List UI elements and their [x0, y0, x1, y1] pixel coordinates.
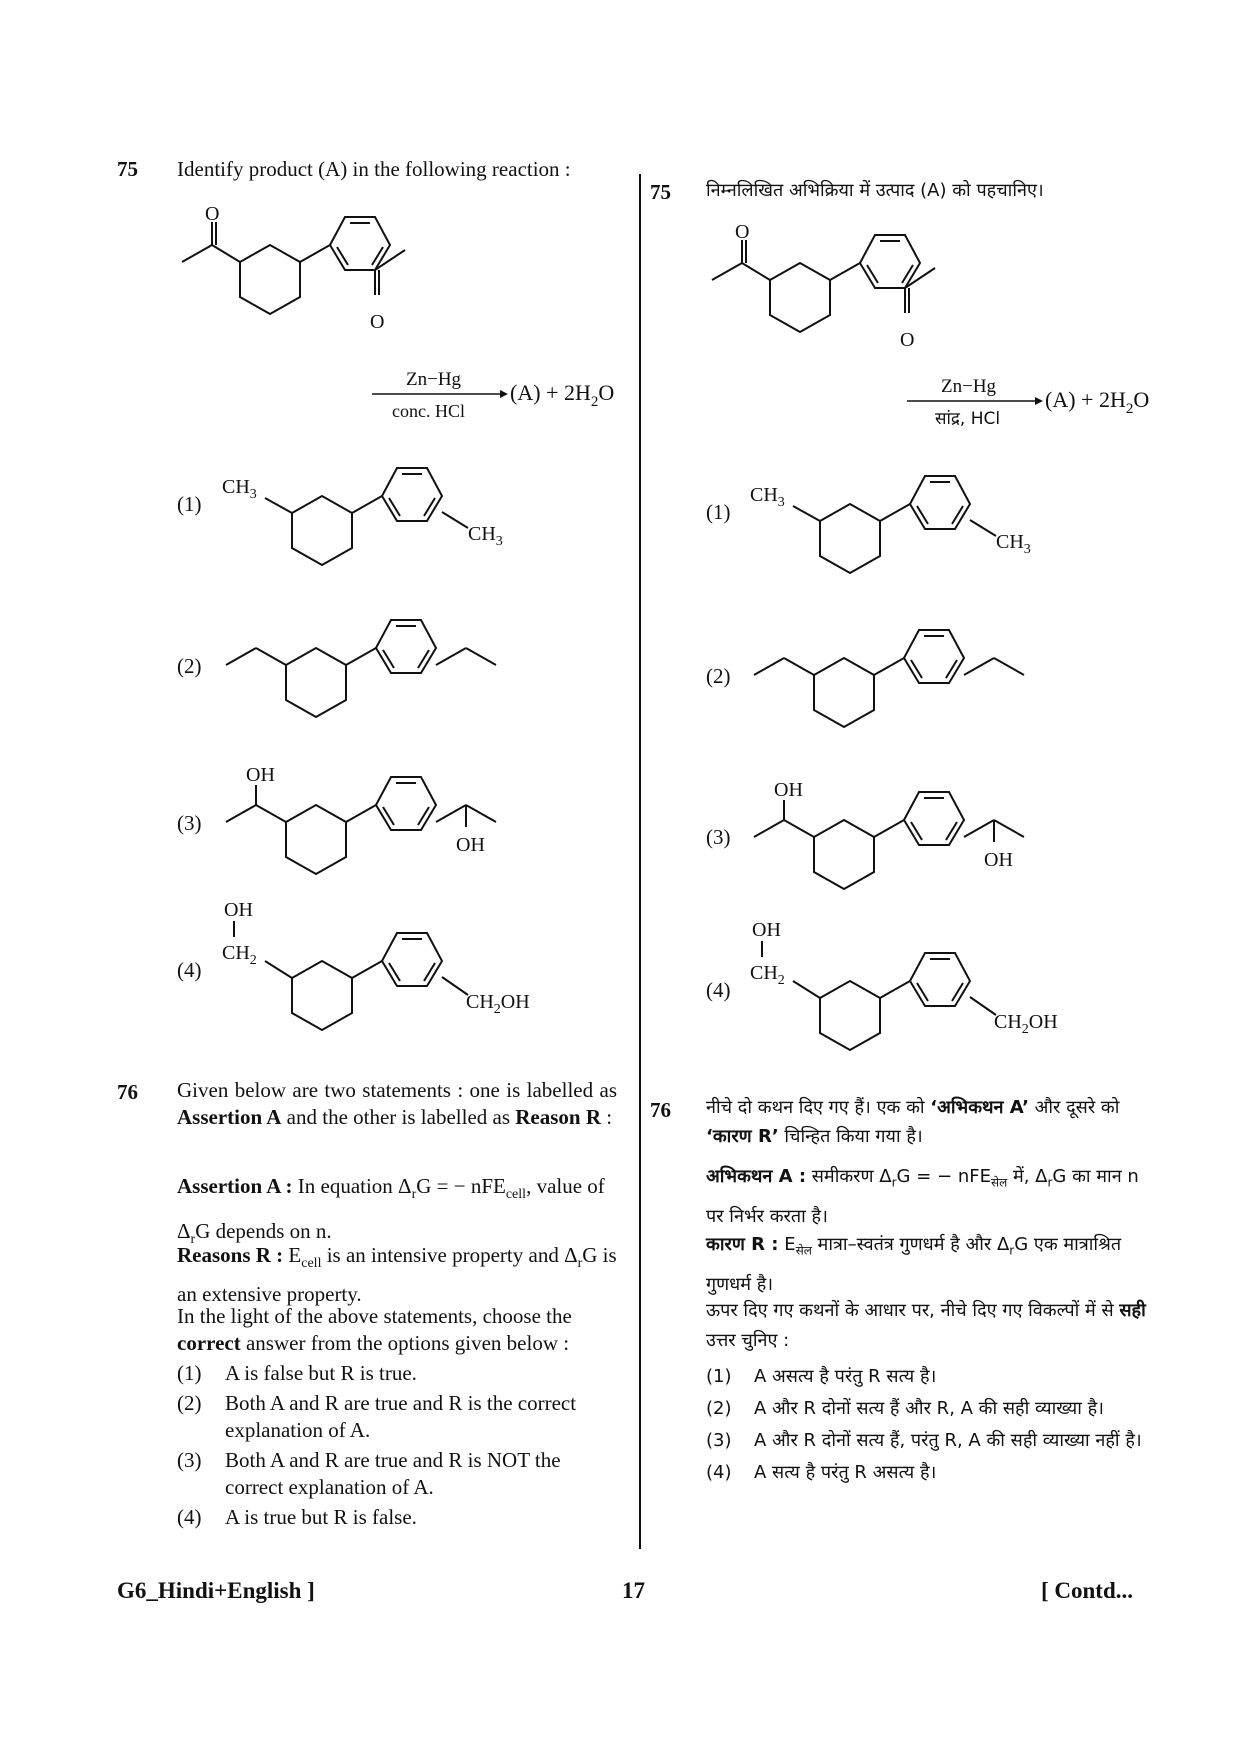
q75-number-hi: 75	[650, 180, 671, 204]
carbonyl-o-right: O	[370, 311, 385, 333]
svg-text:CH3: $CH_3$	[222, 476, 257, 502]
svg-text:CH3: $CH_3$	[468, 523, 503, 549]
q75-option-4-label: (4)	[177, 958, 202, 982]
q75-option-2-label: (2)	[177, 654, 202, 678]
column-divider	[639, 174, 641, 1549]
q76-option-hi-1: (1) A असत्य है परंतु R सत्य है।	[706, 1366, 937, 1387]
q75-option-4-label-hi: (4)	[706, 978, 731, 1002]
svg-text:Zn−Hg: Zn−Hg	[941, 376, 997, 397]
svg-text:CH2: $CH_2$	[750, 962, 785, 988]
reagent-top: Zn−Hg	[406, 369, 462, 390]
svg-text:OH: OH	[984, 849, 1013, 871]
q75-option-3-structure-hi	[748, 770, 1078, 920]
svg-text:(A) + 2H2O: $(A) + 2H_2O$	[1045, 387, 1150, 417]
q76-reason-en: Reasons R : $E_{cell}$ is an intensive property and $\Delta_rG$ is an extensive property.	[177, 1243, 617, 1307]
q75-question-en: Identify product (A) in the following reaction :	[177, 157, 571, 181]
q76-assertion-hi: अभिकथन A : समीकरण $\Delta_rG$ = − nFE$_{सेल}$ में, $\Delta_rG$ का मान n पर निर्भर करता है।	[706, 1166, 1139, 1227]
q76-instruction-hi: ऊपर दिए गए कथनों के आधार पर, नीचे दिए गए विकल्पों में से सही उत्तर चुनिए :	[706, 1300, 1146, 1351]
q75-option-1-structure-hi	[748, 448, 1078, 588]
reagent-bottom: conc. HCl	[392, 401, 465, 421]
q75-reactant-structure-en	[170, 200, 470, 340]
q75-option-2-structure	[220, 600, 550, 740]
svg-text:CH2: $CH_2$	[222, 942, 257, 968]
q75-option-4-structure	[220, 895, 560, 1055]
q75-option-4-structure-hi	[748, 915, 1088, 1075]
svg-text:O: O	[735, 221, 750, 243]
q75-reaction-arrow-en	[370, 365, 630, 425]
q76-option-en-2: (2) Both A and R are true and R is the correct explanation of A.	[177, 1391, 577, 1442]
q76-intro-hi: नीचे दो कथन दिए गए हैं। एक को ‘अभिकथन A’ और दूसरे को ‘कारण R’ चिन्हित किया गया है।	[706, 1097, 1120, 1147]
footer-contd: [ Contd...	[1041, 1578, 1134, 1603]
q75-option-2-label-hi: (2)	[706, 664, 731, 688]
svg-text:CH2OH: $CH_2OH$	[466, 991, 530, 1017]
q76-intro-en: Given below are two statements : one is labelled as Assertion A and the other is labelled as Reason R :	[177, 1078, 617, 1129]
svg-text:CH3: $CH_3$	[996, 531, 1031, 557]
footer-paper-code: G6_Hindi+English ]	[117, 1578, 315, 1603]
q76-option-en-3: (3) Both A and R are true and R is NOT the correct explanation of A.	[177, 1448, 561, 1499]
carbonyl-o-left: O	[205, 203, 220, 225]
q76-options-hi	[706, 1362, 1146, 1488]
q75-option-1-label-hi: (1)	[706, 500, 731, 524]
q75-option-1-label: (1)	[177, 492, 202, 516]
q76-options-en	[177, 1360, 617, 1531]
svg-text:CH3: $CH_3$	[750, 484, 785, 510]
product-a: (A) + 2H	[510, 380, 591, 405]
q76-option-hi-4: (4) A सत्य है परंतु R असत्य है।	[706, 1462, 937, 1483]
svg-text:OH: OH	[246, 764, 275, 786]
q76-number-en: 76	[117, 1080, 138, 1104]
svg-text:CH2OH: $CH_2OH$	[994, 1011, 1058, 1037]
q76-assertion-en: Assertion A : In equation $\Delta_rG$ = − nFE$_{cell}$, value of $\Delta_rG$ depends on n.	[177, 1174, 605, 1248]
q75-option-2-structure-hi	[748, 610, 1078, 750]
q75-question-hi: निम्नलिखित अभिक्रिया में उत्पाद (A) को पहचानिए।	[706, 180, 1044, 201]
q75-reactant-structure-hi	[700, 215, 1000, 355]
q75-reaction-arrow-hi	[905, 372, 1165, 432]
svg-text:O: O	[900, 329, 915, 351]
q76-instruction-en: In the light of the above statements, choose the correct answer from the options given below :	[177, 1304, 572, 1355]
svg-text:OH: OH	[456, 834, 485, 856]
q75-option-3-structure	[220, 755, 550, 905]
svg-text:OH: OH	[774, 779, 803, 801]
q76-reason-hi: कारण R : $E_{सेल}$ मात्रा–स्वतंत्र गुणधर्म है और $\Delta_rG$ एक मात्राश्रित गुणधर्म है।	[706, 1234, 1122, 1295]
svg-text:OH: OH	[224, 899, 253, 921]
q75-option-1-structure	[220, 440, 550, 580]
q76-option-en-4: (4) A is true but R is false.	[177, 1505, 417, 1529]
q76-option-hi-3: (3) A और R दोनों सत्य हैं, परंतु R, A की सही व्याख्या नहीं है।	[706, 1430, 1142, 1451]
q75-option-3-label-hi: (3)	[706, 825, 731, 849]
q76-number-hi: 76	[650, 1098, 671, 1122]
svg-text:OH: OH	[752, 919, 781, 941]
footer-page-number: 17	[622, 1578, 645, 1603]
q75-number-en: 75	[117, 157, 138, 181]
svg-text:(A) + 2H2O: $(A) + 2H_2O$	[510, 380, 615, 410]
q76-option-hi-2: (2) A और R दोनों सत्य हैं और R, A की सही व्याख्या है।	[706, 1398, 1104, 1419]
q76-option-en-1: (1) A is false but R is true.	[177, 1361, 417, 1385]
q75-option-3-label: (3)	[177, 811, 202, 835]
svg-text:सांद्र, HCl: सांद्र, HCl	[935, 409, 1001, 429]
